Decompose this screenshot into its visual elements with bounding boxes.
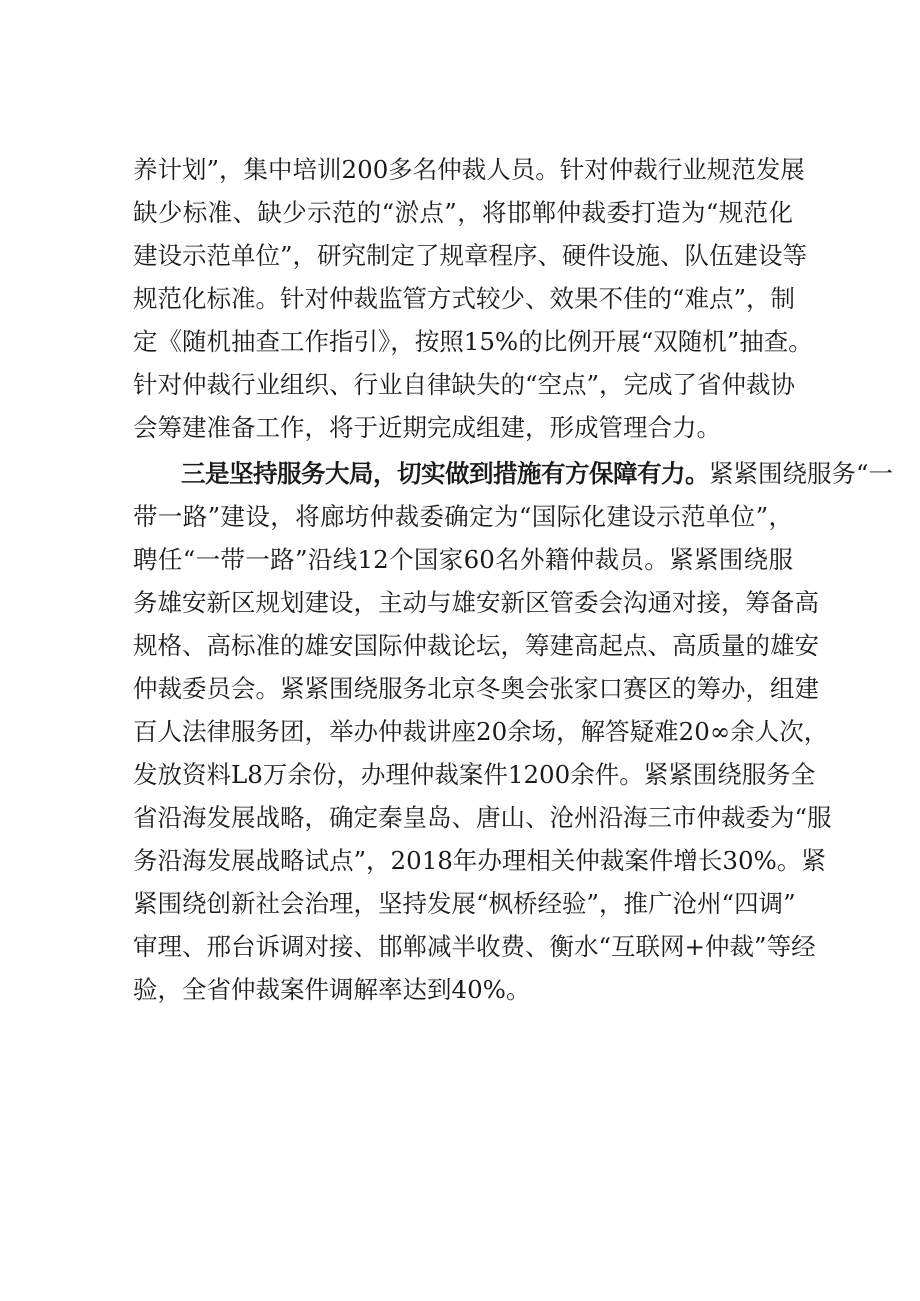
paragraph-2-line-1	[181, 454, 894, 494]
paragraph-2-line-6: 仲裁委员会。紧紧围绕服务北京冬奥会张家口赛区的筹办，组建	[133, 674, 819, 703]
paragraph-2-line-8: 发放资料L8万余份，办理仲裁案件1200余件。紧紧围绕服务全	[133, 760, 816, 789]
paragraph-1-line-7: 会筹建准备工作，将于近期完成组建，形成管理合力。	[133, 413, 721, 442]
paragraph-1-line-4: 规范化标准。针对仲裁监管方式较少、效果不佳的“难点”，制	[133, 284, 796, 313]
paragraph-2-line-7: 百人法律服务团，举办仲裁讲座20余场，解答疑难20∞余人次，	[133, 717, 829, 746]
paragraph-1-line-3: 建设示范单位”，研究制定了规章程序、硬件设施、队伍建设等	[133, 241, 808, 270]
paragraph-1-line-5: 定《随机抽查工作指引》，按照15%的比例开展“双随机”抽查。	[133, 327, 813, 356]
paragraph-2-line-11: 紧围绕创新社会治理，坚持发展“枫桥经验”，推广沧州“四调”	[133, 889, 796, 918]
paragraph-1-line-1: 养计划”，集中培训200多名仲裁人员。针对仲裁行业规范发展	[133, 155, 805, 184]
paragraph-2-line-9: 省沿海发展战略，确定秦皇岛、唐山、沧州沿海三市仲裁委为“服	[133, 803, 832, 832]
paragraph-2-line-12: 审理、邢台诉调对接、邯郸减半收费、衡水“互联网+仲裁”等经	[133, 932, 816, 961]
paragraph-2-line-13: 验，全省仲裁案件调解率达到40%。	[133, 975, 531, 1004]
paragraph-2-line-2: 带一路”建设，将廊坊仲裁委确定为“国际化建设示范单位”，	[133, 502, 793, 531]
paragraph-2-heading: 三是坚持服务大局，切实做到措施有方保障有力。	[181, 459, 709, 488]
paragraph-2-line-5: 规格、高标准的雄安国际仲裁论坛，筹建高起点、高质量的雄安	[133, 631, 819, 660]
paragraph-2-line-3: 聘任“一带一路”沿线12个国家60名外籍仲裁员。紧紧围绕服	[133, 545, 793, 574]
paragraph-2-line-1-rest: 紧紧围绕服务“一	[709, 459, 894, 488]
paragraph-1-line-6: 针对仲裁行业组织、行业自律缺失的“空点”，完成了省仲裁协	[133, 370, 796, 399]
paragraph-2-line-10: 务沿海发展战略试点”，2018年办理相关仲裁案件增长30%。紧	[133, 846, 826, 875]
paragraph-1-line-2: 缺少标准、缺少示范的“淤点”，将邯郸仲裁委打造为“规范化	[133, 198, 793, 227]
paragraph-2-line-4: 务雄安新区规划建设，主动与雄安新区管委会沟通对接，筹备高	[133, 588, 819, 617]
